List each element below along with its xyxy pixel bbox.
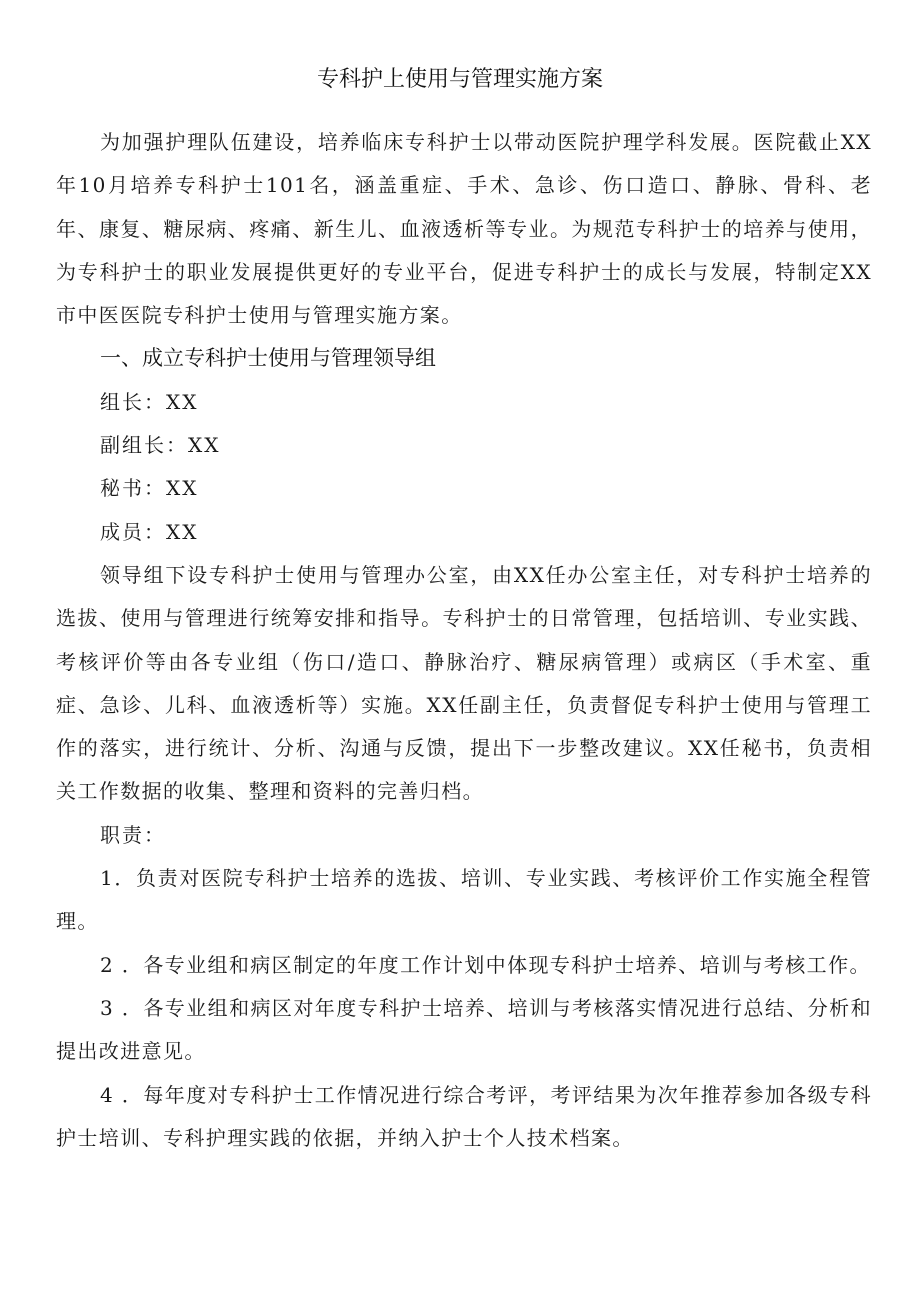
leader-line: 组长：XX (100, 389, 199, 414)
section-heading-leadership-group: 一、成立专科护士使用与管理领导组 (100, 346, 436, 371)
duty-item-4: 4 ．每年度对专科护士工作情况进行综合考评，考评结果为次年推荐参加各级专科护士培训、专科护理实践的依据，并纳入护士个人技术档案。 (56, 1082, 872, 1150)
office-paragraph: 领导组下设专科护士使用与管理办公室，由XX任办公室主任，对专科护士培养的选拔、使用与管理进行统筹安排和指导。专科护士的日常管理，包括培训、专业实践、考核评价等由各专业组（伤口/造口、静脉治疗、糖尿病管理）或病区（手术室、重症、急诊、儿科、血液透析等）实施。XX任副主任，负责督促专科护士使用与管理工作的落实，进行统计、分析、沟通与反馈，提出下一步整改建议。XX任秘书，负责相关工作数据的收集、整理和资料的完善归档。 (56, 562, 872, 804)
duty-item-2: 2 ．各专业组和病区制定的年度工作计划中体现专科护士培养、培训与考核工作。 (100, 952, 871, 977)
duty-item-1: 1．负责对医院专科护士培养的选拔、培训、专业实践、考核评价工作实施全程管理。 (56, 866, 872, 934)
members-line: 成员：XX (100, 519, 199, 544)
intro-paragraph: 为加强护理队伍建设，培养临床专科护士以带动医院护理学科发展。医院截止XX年10月培养专科护士101名，涵盖重症、手术、急诊、伤口造口、静脉、骨科、老年、康复、糖尿病、疼痛、新生儿、血液透析等专业。为规范专科护士的培养与使用，为专科护士的职业发展提供更好的专业平台，促进专科护士的成长与发展，特制定XX市中医医院专科护士使用与管理实施方案。 (56, 130, 872, 328)
deputy-leader-line: 副组长：XX (100, 433, 221, 458)
duty-item-3: 3 ．各专业组和病区对年度专科护士培养、培训与考核落实情况进行总结、分析和提出改进意见。 (56, 995, 872, 1064)
duties-label: 职责： (100, 822, 166, 847)
secretary-line: 秘书：XX (100, 476, 199, 501)
document-title: 专科护上使用与管理实施方案 (316, 67, 603, 92)
document-body (56, 121, 872, 1160)
